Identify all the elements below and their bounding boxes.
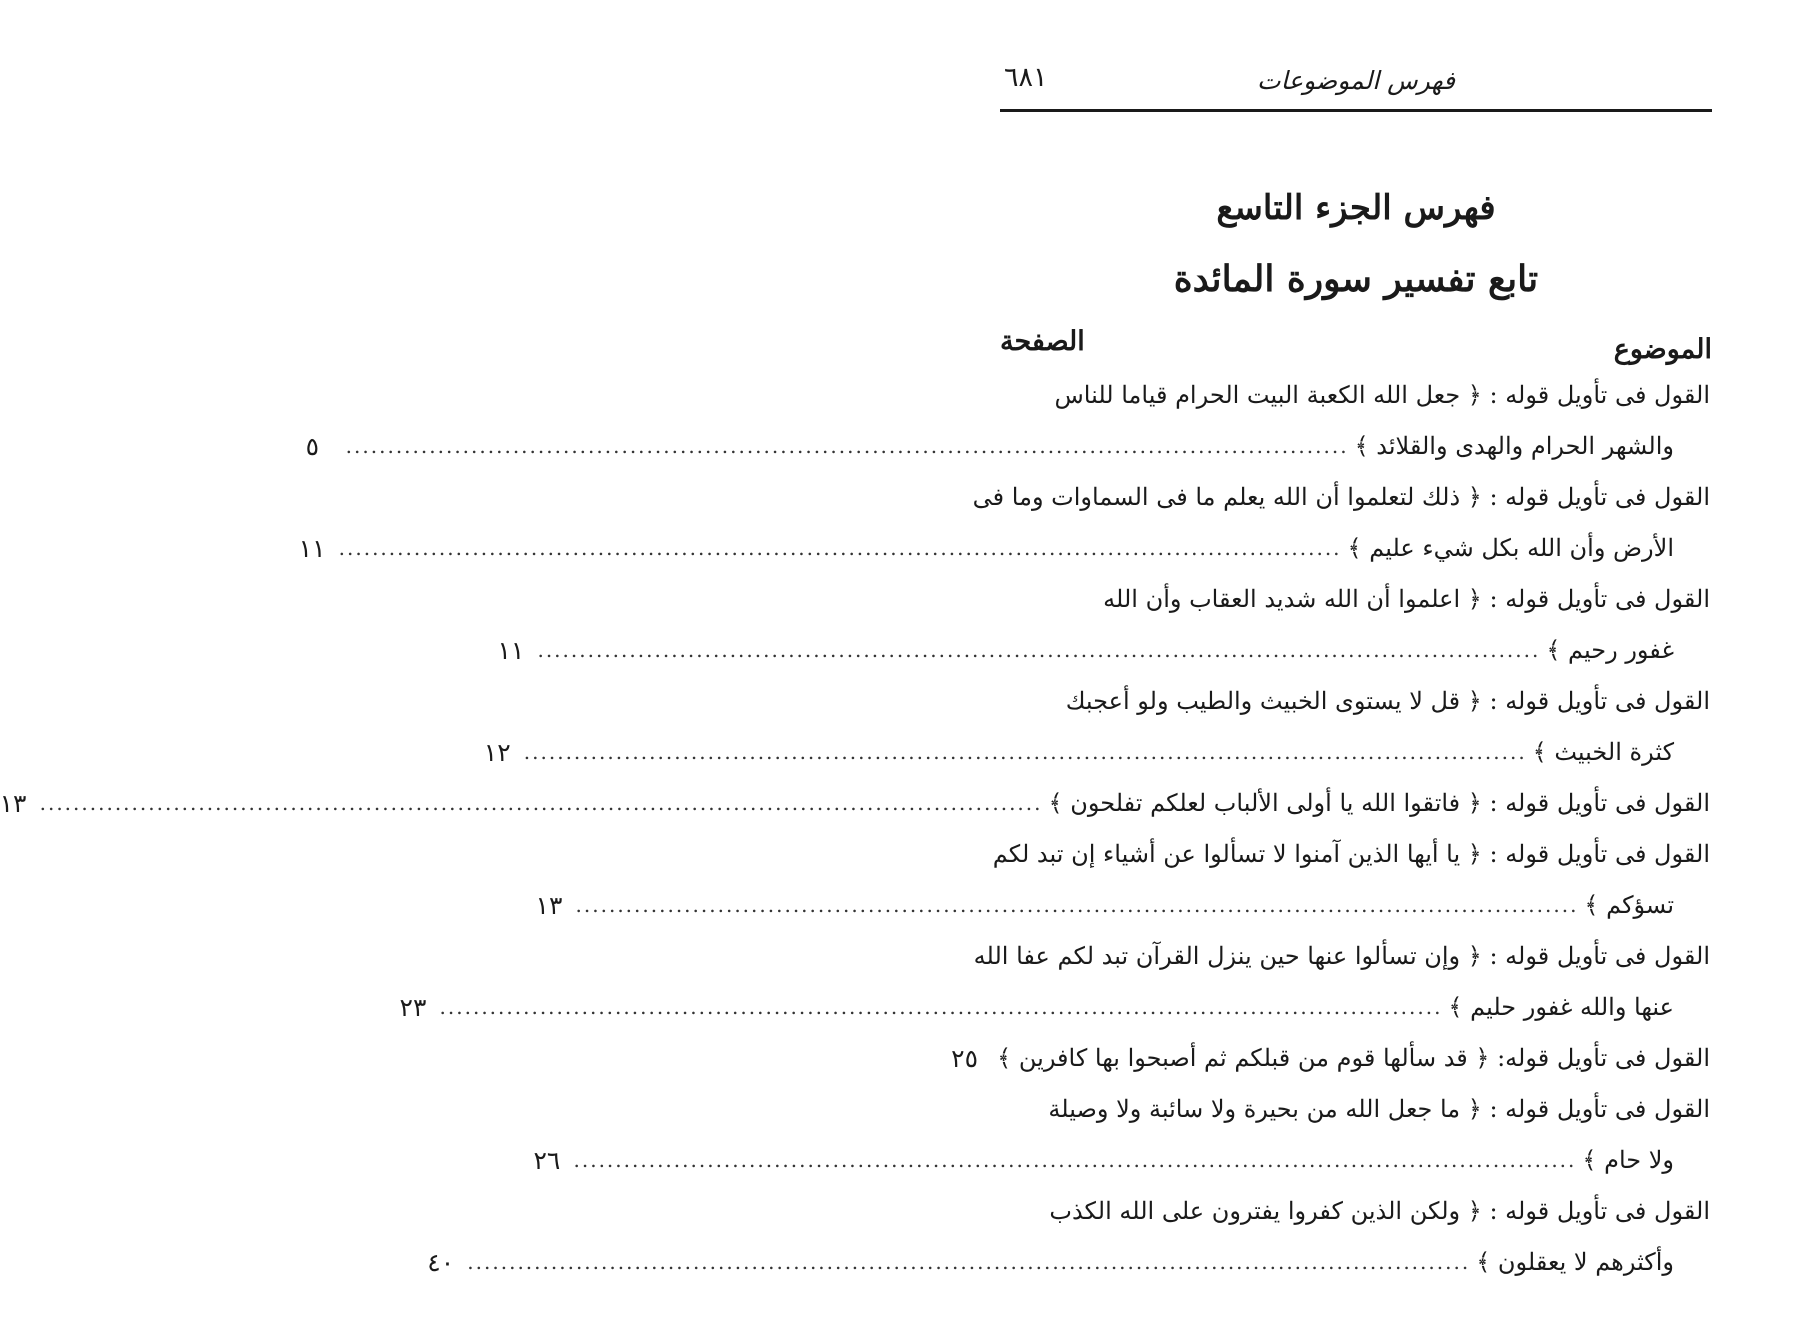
toc-entry-line [535, 880, 1712, 931]
toc-entry-text: القول فى تأويل قوله : ﴿ قل لا يستوى الخبيث والطيب ولو أعجبك [1065, 687, 1710, 715]
toc-entry-page: ٤٠ [427, 1248, 455, 1277]
toc-entry-line [1000, 1084, 1712, 1135]
dot-leader: ........................................................................................................................ [523, 740, 1527, 764]
dot-leader: ........................................................................................................................ [338, 536, 1342, 560]
column-headings [1000, 326, 1712, 370]
toc-entry-text: القول فى تأويل قوله : ﴿ اعلموا أن الله شديد العقاب وأن الله [1103, 585, 1710, 613]
toc-entry-page: ١١ [298, 534, 326, 563]
toc-entry-line [1000, 370, 1712, 421]
toc-entry-page: ١٣ [535, 891, 563, 920]
toc-entry-page: ٥ [305, 432, 320, 461]
toc-entry-text: القول فى تأويل قوله : ﴿ فاتقوا الله يا أولى الألباب لعلكم تفلحون ﴾ [1048, 789, 1710, 817]
toc-entry-line [1000, 574, 1712, 625]
toc-entry-line [1000, 1186, 1712, 1237]
surah-title: تابع تفسير سورة المائدة [1173, 258, 1539, 300]
toc-entry-page: ٢٥ [951, 1044, 979, 1073]
toc-entry-text: كثرة الخبيث ﴾ [1532, 738, 1674, 766]
table-of-contents [0, 370, 1712, 1288]
dot-leader: ........................................................................................................................ [537, 638, 1541, 662]
dot-leader: ........................................................................................................................ [439, 995, 1443, 1019]
toc-entry-text: القول فى تأويل قوله : ﴿ جعل الله الكعبة البيت الحرام قياما للناس [1054, 381, 1710, 409]
toc-entry-text: القول فى تأويل قوله : ﴿ ما جعل الله من بحيرة ولا سائبة ولا وصيلة [1048, 1095, 1710, 1123]
toc-entry-page: ٢٣ [399, 993, 427, 1022]
toc-entry-line [483, 727, 1712, 778]
toc-entry-text: القول فى تأويل قوله : ﴿ وإن تسألوا عنها حين ينزل القرآن تبد لكم عفا الله [973, 942, 1710, 970]
toc-entry-text: والشهر الحرام والهدى والقلائد ﴾ [1354, 432, 1674, 460]
toc-entry-page: ١٣ [0, 789, 27, 818]
toc-entry-text: تسؤكم ﴾ [1584, 891, 1674, 919]
page-number: ٦٨١ [1004, 62, 1048, 93]
toc-entry-line [399, 982, 1712, 1033]
dot-leader: ........................................................................................................................ [39, 791, 1043, 815]
toc-entry-text: غفور رحيم ﴾ [1546, 636, 1674, 664]
toc-entry-line [951, 1033, 1712, 1084]
toc-entry-line [305, 421, 1712, 472]
toc-entry-text: وأكثرهم لا يعقلون ﴾ [1476, 1248, 1674, 1276]
page-column-heading: الصفحة [1000, 326, 1085, 357]
toc-entry-page: ١٢ [483, 738, 511, 767]
header-rule [1000, 109, 1712, 112]
toc-entry-text: الأرض وأن الله بكل شيء عليم ﴾ [1347, 534, 1674, 562]
toc-entry-line [533, 1135, 1712, 1186]
toc-entry-line [973, 931, 1712, 982]
toc-entry-line [0, 778, 1712, 829]
dot-leader: ........................................................................................................................ [575, 893, 1579, 917]
toc-entry-text: القول فى تأويل قوله : ﴿ ولكن الذين كفروا يفترون على الله الكذب [1049, 1197, 1710, 1225]
part-title: فهرس الجزء التاسع [1216, 188, 1496, 228]
topic-column-heading: الموضوع [1613, 334, 1712, 365]
toc-entry-line [992, 829, 1712, 880]
toc-entry-line [1000, 676, 1712, 727]
toc-entry-line [497, 625, 1712, 676]
toc-entry-page: ٢٦ [533, 1146, 561, 1175]
toc-entry-line [972, 472, 1712, 523]
toc-entry-line [427, 1237, 1712, 1288]
toc-entry-line [298, 523, 1712, 574]
toc-entry-page: ١١ [497, 636, 525, 665]
dot-leader: ........................................................................................................................ [345, 434, 1349, 458]
running-header [1000, 56, 1712, 112]
toc-entry-text: عنها والله غفور حليم ﴾ [1448, 993, 1674, 1021]
dot-leader: ........................................................................................................................ [573, 1148, 1577, 1172]
toc-entry-text: القول فى تأويل قوله: ﴿ قد سألها قوم من قبلكم ثم أصبحوا بها كافرين ﴾ [997, 1044, 1710, 1072]
dot-leader: ........................................................................................................................ [467, 1250, 1471, 1274]
toc-entry-text: القول فى تأويل قوله : ﴿ ذلك لتعلموا أن الله يعلم ما فى السماوات وما فى [972, 483, 1710, 511]
toc-entry-text: القول فى تأويل قوله : ﴿ يا أيها الذين آمنوا لا تسألوا عن أشياء إن تبد لكم [992, 840, 1710, 868]
running-title: فهرس الموضوعات [1257, 66, 1455, 95]
toc-entry-text: ولا حام ﴾ [1582, 1146, 1674, 1174]
